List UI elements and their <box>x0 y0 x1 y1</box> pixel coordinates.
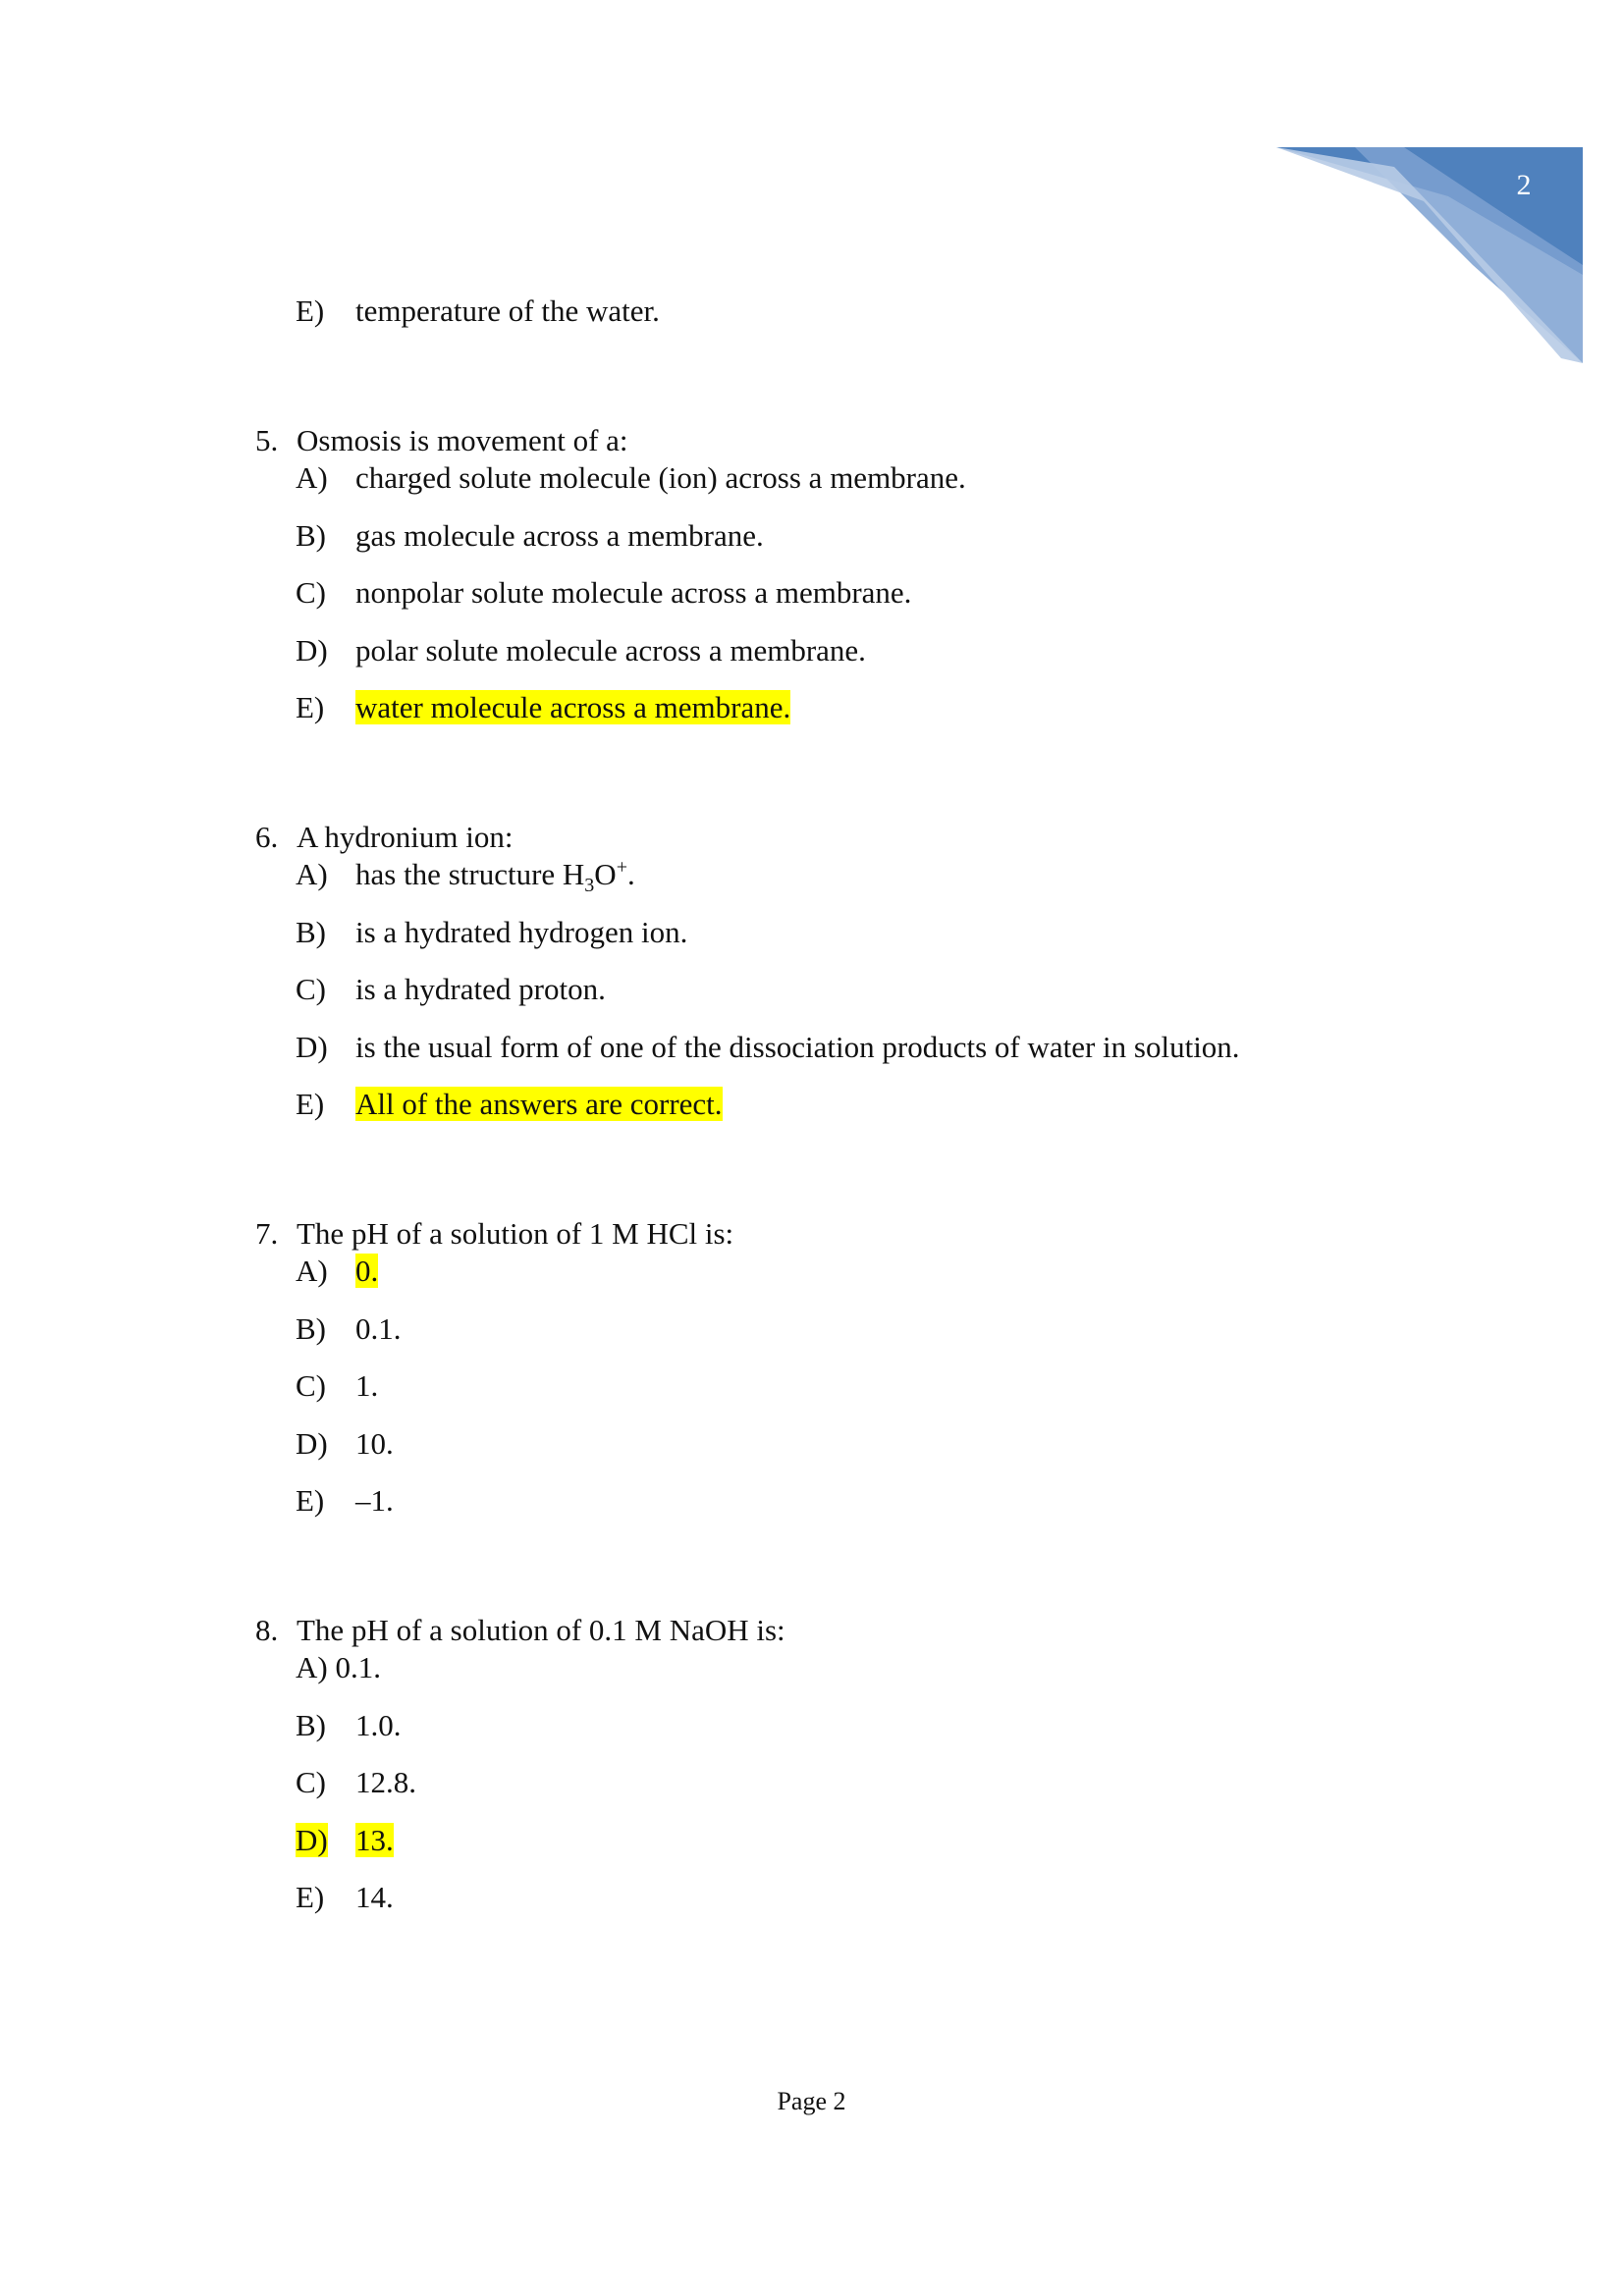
question-6-number: 6. <box>255 820 279 854</box>
question-8-stem: The pH of a solution of 0.1 M NaOH is: <box>297 1613 785 1647</box>
q5-answer-highlight: water molecule across a membrane. <box>355 690 791 724</box>
q6-option-b-text: is a hydrated hydrogen ion. <box>355 915 688 949</box>
q5-option-a-text: charged solute molecule (ion) across a membrane. <box>355 460 966 495</box>
page-footer: Page 2 <box>777 2087 846 2115</box>
q5-option-b-letter: B) <box>296 518 326 553</box>
q7-option-d-text: 10. <box>355 1426 394 1461</box>
question-7-number: 7. <box>255 1216 279 1251</box>
q5-option-e-text <box>355 688 790 727</box>
q5-option-d-letter: D) <box>296 633 328 667</box>
q8-option-d-text <box>355 1821 394 1860</box>
q6-answer-highlight: All of the answers are correct. <box>355 1087 723 1121</box>
question-7-stem: The pH of a solution of 1 M HCl is: <box>297 1216 734 1251</box>
q6-option-d-letter: D) <box>296 1030 328 1064</box>
q6-option-a-suffix: . <box>626 857 635 891</box>
q7-option-c-text: 1. <box>355 1368 379 1403</box>
q6-option-a-letter: A) <box>296 857 328 891</box>
q5-option-d-text: polar solute molecule across a membrane. <box>355 633 866 667</box>
q5-option-c-letter: C) <box>296 575 326 610</box>
q7-option-c-letter: C) <box>296 1368 326 1403</box>
q7-option-b-text: 0.1. <box>355 1311 402 1346</box>
q5-option-a-letter: A) <box>296 460 328 495</box>
q8-option-e-letter: E) <box>296 1880 325 1914</box>
question-5-stem: Osmosis is movement of a: <box>297 423 628 457</box>
q5-option-e-letter: E) <box>296 690 325 724</box>
q8-option-c-text: 12.8. <box>355 1765 416 1799</box>
q8-answer-highlight: 13. <box>355 1823 394 1857</box>
question-5-number: 5. <box>255 423 279 457</box>
q6-option-a-prefix: has the structure H <box>355 857 585 891</box>
q8-option-b-letter: B) <box>296 1708 326 1742</box>
q6-option-a-mid: O <box>594 857 617 891</box>
q6-option-a-text <box>355 855 635 897</box>
q7-option-e-text: –1. <box>355 1483 394 1518</box>
q7-option-a-text <box>355 1252 378 1291</box>
corner-page-number: 2 <box>1516 169 1532 201</box>
question-6-stem: A hydronium ion: <box>297 820 514 854</box>
question-6 <box>255 818 513 857</box>
q8-option-a: A) 0.1. <box>296 1650 381 1684</box>
q8-option-e-text: 14. <box>355 1880 394 1914</box>
carryover-option-letter: E) <box>296 294 325 328</box>
q7-option-e-letter: E) <box>296 1483 325 1518</box>
q7-option-b-letter: B) <box>296 1311 326 1346</box>
q8-option-b-text: 1.0. <box>355 1708 402 1742</box>
question-7 <box>255 1214 733 1254</box>
q6-option-c-text: is a hydrated proton. <box>355 972 606 1006</box>
q6-option-e-text <box>355 1085 723 1124</box>
carryover-option-text: temperature of the water. <box>355 294 660 328</box>
q6-option-c-letter: C) <box>296 972 326 1006</box>
q6-option-b-letter: B) <box>296 915 326 949</box>
question-5 <box>255 421 628 460</box>
question-8 <box>255 1611 785 1650</box>
q6-option-e-letter: E) <box>296 1087 325 1121</box>
q6-option-d-text: is the usual form of one of the dissociation products of water in solution. <box>355 1030 1240 1064</box>
q8-option-c-letter: C) <box>296 1765 326 1799</box>
q7-answer-highlight: 0. <box>355 1254 379 1288</box>
q8-answer-letter-highlight: D) <box>296 1823 328 1857</box>
question-8-number: 8. <box>255 1613 279 1647</box>
q6-option-a-subscript: 3 <box>584 875 595 897</box>
q5-option-b-text: gas molecule across a membrane. <box>355 518 764 553</box>
q7-option-a-letter: A) <box>296 1254 328 1288</box>
q8-option-d-letter <box>296 1821 328 1860</box>
q6-option-a-superscript: + <box>616 856 627 879</box>
q7-option-d-letter: D) <box>296 1426 328 1461</box>
q5-option-c-text: nonpolar solute molecule across a membrane. <box>355 575 912 610</box>
